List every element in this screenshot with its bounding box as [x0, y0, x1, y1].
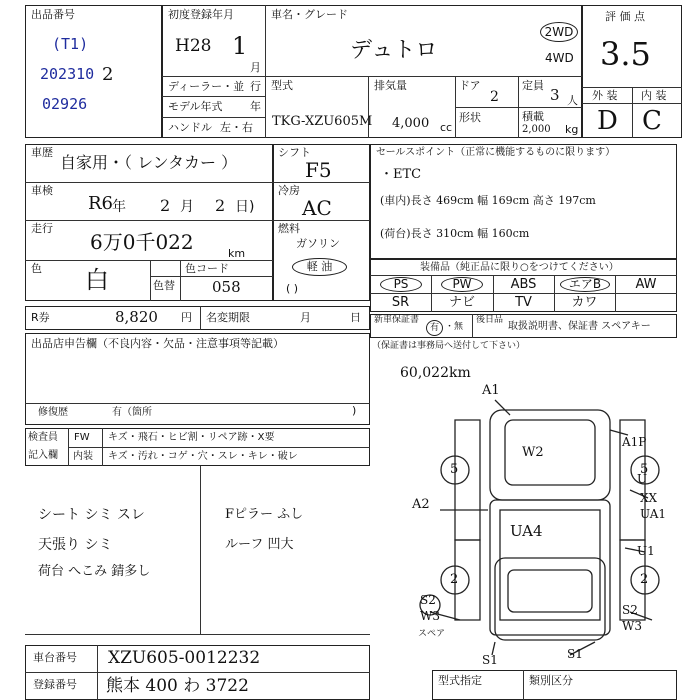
name-change-month: 月: [300, 311, 311, 324]
history-value: 自家用・（ レンタカー ）: [60, 153, 238, 172]
after-items-value: 取扱説明書、保証書 スペアキー: [508, 321, 651, 332]
reg-date-label: 初度登録年月: [168, 8, 234, 21]
handle-label: ハンドル: [168, 121, 212, 134]
color-value: 白: [85, 266, 109, 294]
sales-point-line-1: ・ETC: [380, 167, 422, 182]
reg-month-unit: 月: [250, 61, 261, 74]
equip-navi: ナビ: [448, 295, 475, 310]
mark-w3-left: W3: [420, 609, 440, 623]
fuel-diesel-circled: 軽 油: [292, 258, 347, 276]
equip-ps: PS: [380, 277, 422, 292]
reg-number-value: 熊本 400 わ 3722: [106, 676, 249, 696]
equip-pw: PW: [441, 277, 483, 292]
diagram-mileage-note: 60,022km: [400, 365, 471, 381]
load-label: 積載: [522, 110, 544, 123]
repair-history-value: 有（箇所: [112, 407, 152, 418]
mark-u1: U1: [637, 544, 655, 558]
warranty-no: ・無: [445, 322, 464, 332]
lot-line-2: 202310: [40, 65, 95, 83]
model-year-unit: 年: [250, 100, 261, 113]
car-name-label: 車名・グレード: [271, 8, 348, 21]
fw-label: FW: [74, 432, 90, 443]
type-label: 型式: [271, 79, 293, 92]
inspection-day: 2: [215, 196, 226, 215]
equip-tv: TV: [515, 295, 532, 310]
color-code-label: 色コード: [185, 262, 229, 275]
interior-label: 内 装: [641, 89, 667, 102]
recycle-label: R券: [31, 311, 50, 324]
equip-leather: カワ: [571, 295, 598, 310]
inspection-month-unit: 月: [180, 199, 194, 215]
displacement-value: 4,000: [392, 116, 430, 131]
note-2: 天張り シミ: [38, 537, 113, 553]
name-change-label: 名変期限: [206, 311, 250, 324]
load-value: 2,000: [522, 124, 551, 135]
inspector-label-bottom: 記入欄: [28, 450, 58, 461]
inspector-interior-items: キズ・汚れ・コゲ・穴・スレ・キレ・破レ: [108, 451, 298, 462]
model-year-label: モデル年式: [168, 100, 223, 113]
chassis-label: 車台番号: [33, 651, 77, 664]
mark-a2: A2: [412, 497, 430, 512]
mark-w3-right: W3: [622, 619, 642, 633]
after-items-label: 後日品: [476, 315, 504, 325]
capacity-value: 3: [550, 86, 560, 104]
shift-label: シフト: [278, 146, 311, 159]
type-value: TKG-XZU605M: [272, 114, 373, 129]
fuel-label: 燃料: [278, 222, 300, 235]
mark-w2: W2: [522, 445, 544, 460]
equipment-label: 装備品（純正品に限り○をつけてください）: [420, 262, 619, 273]
chassis-value: XZU605-0012232: [108, 648, 261, 668]
note-5: ルーフ 凹大: [225, 537, 294, 552]
circled-5-right: 5: [640, 462, 649, 477]
color-label: 色: [31, 262, 42, 275]
fuel-gasoline: ガソリン: [296, 237, 340, 250]
score-value: 3.5: [600, 35, 651, 73]
shift-value: F5: [305, 158, 332, 182]
mark-ua4: UA4: [510, 522, 543, 540]
displacement-unit: cc: [440, 121, 453, 134]
dealer-label: ディーラー・並: [168, 80, 245, 93]
note-4: Fピラー ふし: [225, 507, 304, 522]
history-label: 車歴: [31, 146, 53, 159]
warranty-label: 新車保証書: [374, 315, 420, 325]
dealer-unit: 行: [250, 80, 261, 93]
equip-abs: ABS: [510, 277, 537, 292]
displacement-label: 排気量: [374, 79, 407, 92]
exterior-grade: D: [597, 106, 618, 136]
inspection-year-unit: 年: [112, 199, 126, 215]
reg-month-value: 1: [232, 32, 248, 60]
mark-a1-top: A1: [482, 383, 500, 398]
lot-line-3: 02926: [42, 95, 88, 113]
capacity-label: 定員: [522, 79, 544, 92]
warranty-yes-circled: 有: [426, 320, 443, 336]
mark-s2-right: S2: [622, 603, 638, 617]
reg-number-label: 登録番号: [33, 678, 77, 691]
name-change-day: 日: [350, 311, 361, 324]
inspection-day-unit: 日): [235, 199, 255, 215]
mark-s1-right: S1: [567, 647, 583, 661]
fuel-other: ( ): [286, 282, 299, 295]
mark-s1-left: S1: [482, 653, 498, 667]
mark-s2-left: S2: [420, 593, 436, 607]
inspection-label: 車検: [31, 184, 53, 197]
circled-2-left: 2: [450, 572, 459, 587]
circled-5-left: 5: [450, 462, 459, 477]
type-spec-label: 型式指定: [438, 674, 482, 687]
recycle-unit: 円: [181, 311, 192, 324]
drive-4wd: 4WD: [545, 51, 574, 65]
exterior-label: 外 装: [592, 89, 618, 102]
repair-history-label: 修復歴: [38, 407, 68, 418]
spare-label: スペア: [418, 629, 446, 639]
warranty-note: （保証書は事務局へ送付して下さい）: [372, 341, 526, 351]
equip-aw: AW: [635, 277, 657, 292]
inspector-label-top: 検査員: [28, 432, 58, 443]
equip-airbag: エアB: [560, 277, 610, 292]
load-unit: kg: [565, 123, 579, 136]
lot-number-label: 出品番号: [31, 8, 75, 21]
drive-2wd-circled: 2WD: [540, 22, 578, 42]
declaration-label: 出品店申告欄（不良内容・欠品・注意事項等記載）: [31, 337, 284, 350]
lot-line-1: (T1): [52, 35, 89, 53]
door-value: 2: [490, 89, 499, 105]
class-label: 類別区分: [529, 674, 573, 687]
lot-line-2-suffix: 2: [102, 64, 114, 85]
equip-sr: SR: [391, 295, 410, 310]
aircon-label: 冷房: [278, 184, 300, 197]
reg-year-value: H28: [175, 36, 212, 56]
car-name-value: デュトロ: [350, 38, 438, 63]
mark-u: U: [637, 472, 648, 486]
handle-options: 左・右: [220, 121, 253, 134]
interior-grade: C: [642, 106, 662, 136]
door-label: ドア: [459, 79, 481, 92]
sales-point-line-3: (荷台)長さ 310cm 幅 160cm: [380, 227, 530, 240]
mileage-value: 6万0千022: [90, 230, 194, 254]
mileage-label: 走行: [31, 222, 53, 235]
mark-ua1: UA1: [640, 507, 667, 521]
recycle-value: 8,820: [115, 308, 158, 326]
mark-xx: XX: [640, 491, 658, 505]
sales-point-line-2: (車内)長さ 469cm 幅 169cm 高さ 197cm: [380, 194, 596, 207]
inspector-interior-label: 内装: [73, 451, 93, 462]
fw-items: キズ・飛石・ヒビ割・リペア跡・X要: [108, 432, 275, 443]
note-3: 荷台 へこみ 錆多し: [38, 564, 151, 579]
repair-close-paren: ): [352, 404, 357, 417]
capacity-unit: 人: [567, 94, 578, 107]
note-1: シート シミ スレ: [38, 507, 145, 523]
inspection-value: R6: [88, 193, 114, 214]
inspection-month: 2: [160, 196, 171, 215]
color-code-value: 058: [212, 278, 241, 296]
score-label: 評 価 点: [605, 10, 645, 23]
mileage-unit: km: [228, 247, 246, 260]
circled-2-right: 2: [640, 572, 649, 587]
sales-points-label: セールスポイント（正常に機能するものに限ります）: [376, 147, 616, 158]
aircon-value: AC: [302, 196, 332, 220]
shape-label: 形状: [459, 111, 481, 124]
color-change-label: 色替: [153, 279, 175, 292]
recycle-box: [25, 306, 370, 330]
mark-a1p: A1P: [622, 435, 647, 449]
